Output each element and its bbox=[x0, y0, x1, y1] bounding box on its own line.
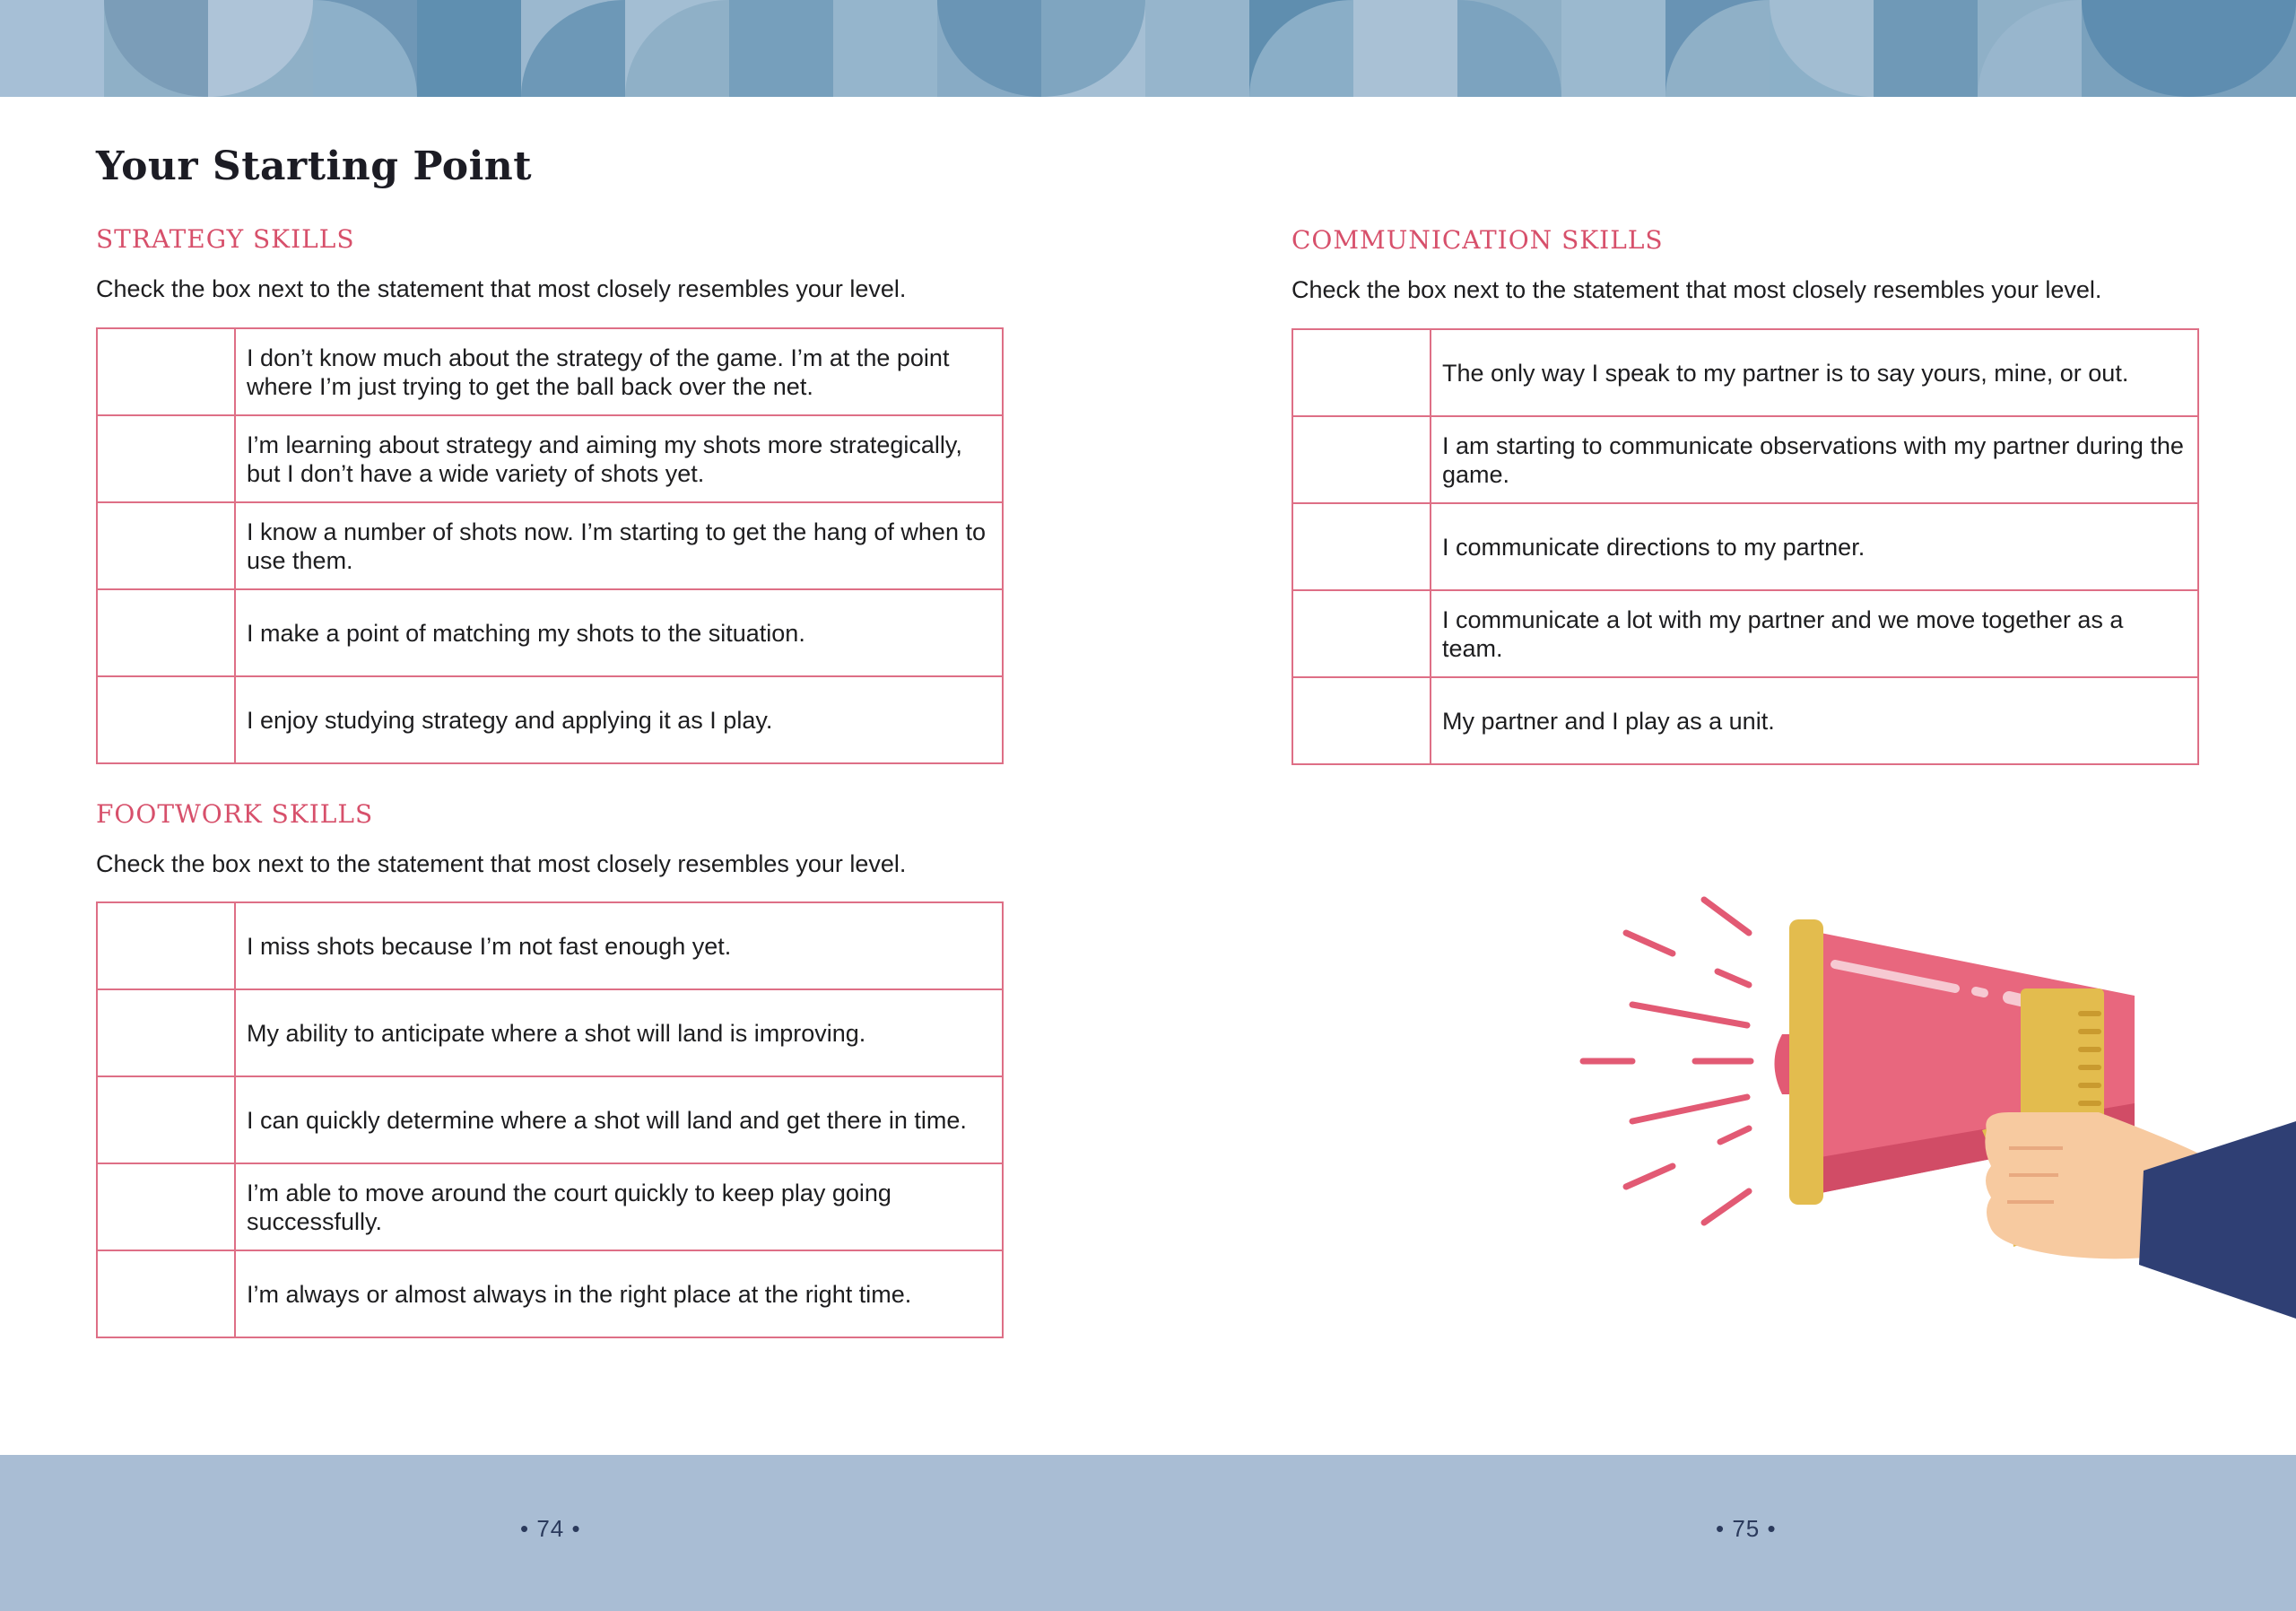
statement-cell: I don’t know much about the strategy of the game. I’m at the point where I’m just trying to get the ball back over the net. bbox=[235, 328, 1003, 415]
statement-cell: I communicate a lot with my partner and we move together as a team. bbox=[1431, 590, 2198, 677]
checkbox-cell[interactable] bbox=[97, 989, 235, 1076]
communication-skills-table bbox=[1292, 328, 2199, 765]
statement-cell: My ability to anticipate where a shot will land is improving. bbox=[235, 989, 1003, 1076]
footwork-skills-table bbox=[96, 901, 1004, 1338]
strategy-skills-heading: STRATEGY SKILLS bbox=[96, 224, 355, 254]
table-row bbox=[97, 989, 1003, 1076]
checkbox-cell[interactable] bbox=[97, 502, 235, 589]
statement-cell: I miss shots because I’m not fast enough yet. bbox=[235, 902, 1003, 989]
statement-cell: I make a point of matching my shots to the situation. bbox=[235, 589, 1003, 676]
statement-cell: I’m able to move around the court quickly to keep play going successfully. bbox=[235, 1163, 1003, 1250]
table-row bbox=[97, 589, 1003, 676]
table-row bbox=[97, 1076, 1003, 1163]
communication-instruction: Check the box next to the statement that most closely resembles your level. bbox=[1292, 276, 2102, 303]
checkbox-cell[interactable] bbox=[1292, 503, 1431, 590]
table-row bbox=[97, 328, 1003, 415]
table-row bbox=[97, 1250, 1003, 1337]
table-row bbox=[97, 676, 1003, 763]
communication-skills-heading: COMMUNICATION SKILLS bbox=[1292, 225, 1664, 255]
table-row bbox=[97, 415, 1003, 502]
checkbox-cell[interactable] bbox=[1292, 590, 1431, 677]
footwork-instruction: Check the box next to the statement that most closely resembles your level. bbox=[96, 850, 907, 877]
decorative-header-band bbox=[0, 0, 2296, 97]
strategy-skills-table bbox=[96, 327, 1004, 764]
table-row bbox=[97, 1163, 1003, 1250]
footer-band bbox=[0, 1455, 2296, 1611]
statement-cell: I’m learning about strategy and aiming my shots more strategically, but I don’t have a wide variety of shots yet. bbox=[235, 415, 1003, 502]
footwork-skills-heading: FOOTWORK SKILLS bbox=[96, 799, 374, 829]
table-row bbox=[1292, 329, 2198, 416]
statement-cell: The only way I speak to my partner is to say yours, mine, or out. bbox=[1431, 329, 2198, 416]
checkbox-cell[interactable] bbox=[97, 1250, 235, 1337]
table-row bbox=[1292, 503, 2198, 590]
statement-cell: I am starting to communicate observations with my partner during the game. bbox=[1431, 416, 2198, 503]
checkbox-cell[interactable] bbox=[97, 1163, 235, 1250]
table-row bbox=[1292, 590, 2198, 677]
strategy-instruction: Check the box next to the statement that most closely resembles your level. bbox=[96, 275, 907, 302]
checkbox-cell[interactable] bbox=[97, 328, 235, 415]
checkbox-cell[interactable] bbox=[1292, 416, 1431, 503]
checkbox-cell[interactable] bbox=[1292, 677, 1431, 764]
checkbox-cell[interactable] bbox=[97, 1076, 235, 1163]
page-number-left: • 74 • bbox=[520, 1515, 581, 1542]
checkbox-cell[interactable] bbox=[1292, 329, 1431, 416]
table-row bbox=[97, 902, 1003, 989]
checkbox-cell[interactable] bbox=[97, 589, 235, 676]
checkbox-cell[interactable] bbox=[97, 676, 235, 763]
statement-cell: I’m always or almost always in the right place at the right time. bbox=[235, 1250, 1003, 1337]
megaphone-in-hand-icon bbox=[1561, 888, 2296, 1337]
page-title: Your Starting Point bbox=[96, 144, 533, 189]
checkbox-cell[interactable] bbox=[97, 902, 235, 989]
statement-cell: My partner and I play as a unit. bbox=[1431, 677, 2198, 764]
page-number-right: • 75 • bbox=[1716, 1515, 1777, 1542]
statement-cell: I enjoy studying strategy and applying it as I play. bbox=[235, 676, 1003, 763]
table-row bbox=[1292, 416, 2198, 503]
table-row bbox=[97, 502, 1003, 589]
table-row bbox=[1292, 677, 2198, 764]
statement-cell: I communicate directions to my partner. bbox=[1431, 503, 2198, 590]
statement-cell: I know a number of shots now. I’m starting to get the hang of when to use them. bbox=[235, 502, 1003, 589]
checkbox-cell[interactable] bbox=[97, 415, 235, 502]
statement-cell: I can quickly determine where a shot will land and get there in time. bbox=[235, 1076, 1003, 1163]
